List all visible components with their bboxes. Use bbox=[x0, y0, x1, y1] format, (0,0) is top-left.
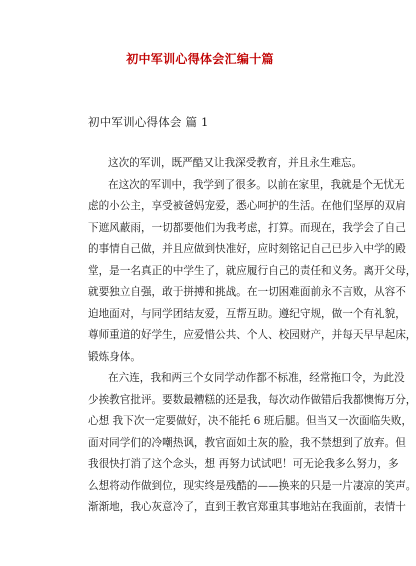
paragraph-line: 锻炼身体。 bbox=[88, 350, 141, 363]
section-heading: 初中军训心得体会 篇 1 bbox=[88, 115, 209, 129]
paragraph-line: 渐渐地，我心灰意冷了，直到王教官郑重其事地站在我面前，表情十 bbox=[88, 501, 406, 513]
paragraph-line: 面对同学们的冷嘲热讽，教官面如土灰的脸，我不禁想到了放弃。但 bbox=[88, 436, 406, 449]
paragraph-line: 我很快打消了这个念头，想 再努力试试吧！可无论我多么努力，多 bbox=[88, 458, 399, 470]
paragraph-line: 在六连，我和两三个女同学动作都不标准，经常拖口令，为此没 bbox=[108, 372, 405, 384]
document-title: 初中军训心得体会汇编十篇 bbox=[126, 52, 274, 66]
paragraph-line: 在这次的军训中，我学到了很多。以前在家里，我就是个无忧无 bbox=[108, 178, 405, 191]
paragraph-line: 下遮风蔽雨，一切都要他们为我考虑，打算。而现在，我学会了自己 bbox=[88, 221, 406, 234]
paragraph-line: 心想 我下次一定要做好，决不能托 6 班后腿。但当又一次面临失败， bbox=[88, 415, 413, 427]
paragraph-line: 这次的军训，既严酷又让我深受教育，并且永生难忘。 bbox=[108, 157, 363, 169]
body-text bbox=[88, 153, 416, 519]
paragraph-line: 尊师重道的好学生，应爱惜公共、个人、校园财产，并每天早早起床， bbox=[88, 329, 416, 341]
paragraph-line: 的事情自己做，并且应做到快准好，应时刻铭记自己已步入中学的殿 bbox=[88, 243, 406, 255]
paragraph-line: 迫地面对，与同学团结友爱，互帮互助。遵纪守规，做一个有礼貌， bbox=[88, 307, 406, 320]
paragraph-line: 虑的小公主，享受被爸妈宠爱，悉心呵护的生活。在他们坚厚的双肩 bbox=[88, 200, 406, 212]
paragraph-line: 么想将动作做到位，现实终是残酷的——换来的只是一片凄凉的笑声。 bbox=[88, 479, 416, 492]
paragraph-line: 堂，是一名真正的中学生了，就应履行自己的责任和义务。离开父母， bbox=[88, 264, 416, 277]
paragraph-line: 少挨教官批评。要数最糟糕的还是我，每次动作做错后我都懊悔万分， bbox=[88, 393, 416, 406]
paragraph-line: 就要独立自强，敢于拼搏和挑战。在一切困难面前永不言败，从容不 bbox=[88, 286, 406, 298]
